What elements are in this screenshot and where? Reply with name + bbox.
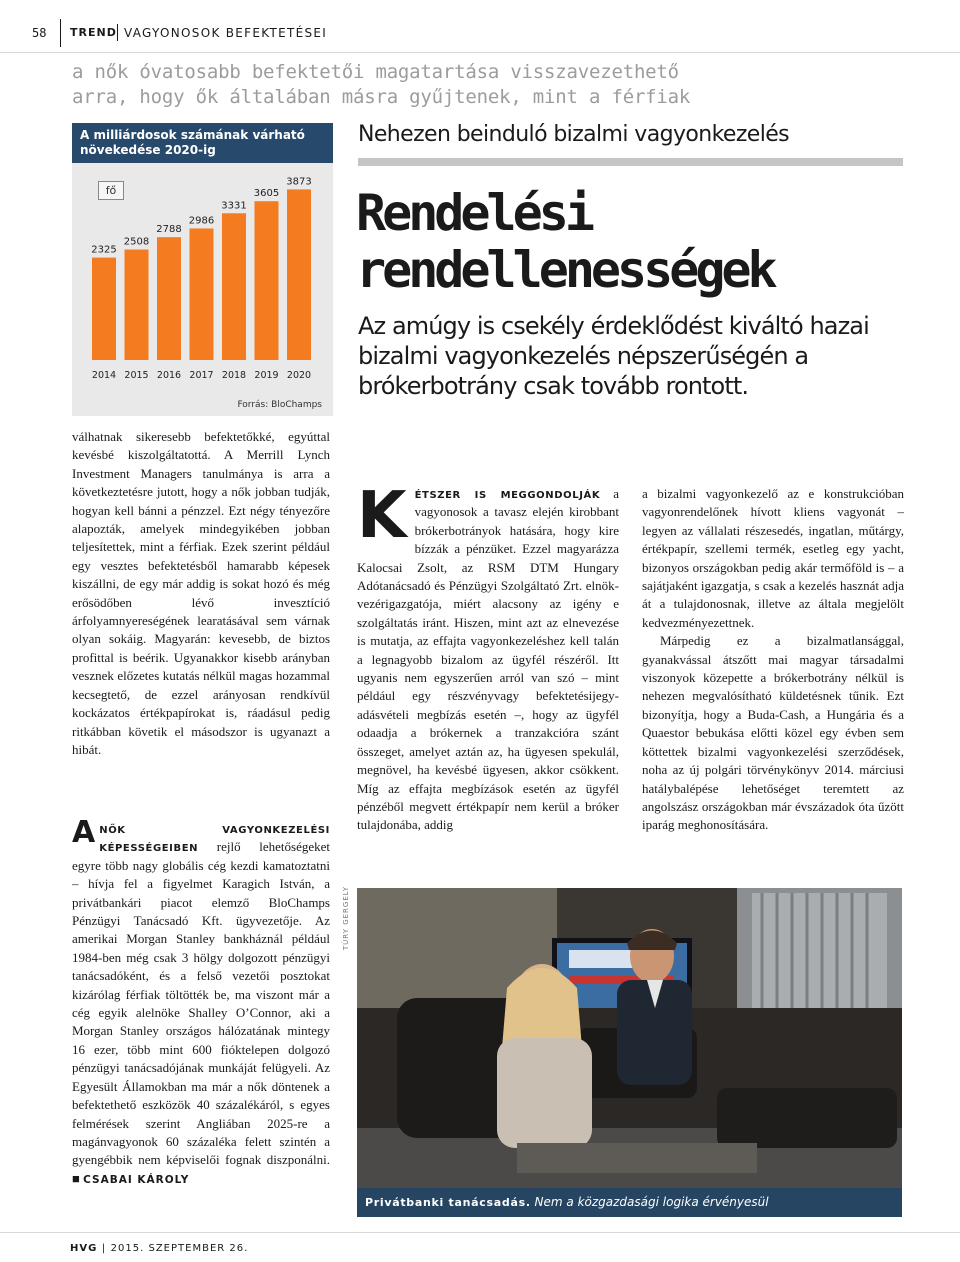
chart-bar-2015 — [125, 250, 149, 360]
page-number: 58 — [32, 26, 47, 40]
header-divider — [60, 19, 61, 47]
article-title — [356, 185, 916, 299]
chart-value-label: 2508 — [123, 236, 150, 248]
kicker-bar — [358, 158, 903, 166]
chart-value-label: 2325 — [91, 244, 117, 256]
lead-in-caps: NŐK VAGYONKEZELÉSI KÉPESSÉGEIBEN — [99, 825, 330, 855]
caption-title: Privátbanki tanácsadás. — [365, 1196, 531, 1209]
body-column-1 — [72, 428, 330, 759]
header-rule — [0, 52, 960, 53]
subsection-label: VAGYONOSOK BEFEKTETÉSEI — [124, 26, 328, 40]
chart-value-label: 2788 — [156, 224, 182, 236]
chart-title: A milliárdosok számának várható növekedése 2020-ig — [80, 128, 305, 157]
photo-caption — [357, 1188, 902, 1217]
chart-value-label: 3605 — [253, 188, 280, 200]
chart-bar-2018 — [222, 213, 246, 360]
chart-category-label: 2015 — [124, 370, 149, 381]
paragraph-text: rejlő lehetőségeket egyre több nagy globális cég kezdi kamatoztatni – hívja fel a figyelmet Karagich István, a privátbankári piacot elemző BloChamps Pénzügyi Tanácsadó Kft. ügyvezetője. Az amerikai Morgan Stanley bankháznál például 1984-ben még csak 3 hölgy dolgozott pénzügyi tanácsadóként, és a felső vezetői posztokat kizárólag férfiak töltötték be, ma viszont már a cég egyik alelnöke Shalley O’Connor, aki a Morgan Stanley országos hálózatának mintegy 16 ezer, több mint 600 fióktelepen dolgozó pénzügyi tanácsadójának munkáját felügyeli. Az Egyesült Államokban ma már a nők döntenek a befektethető eszközök 40 százalékáról, s egyes felmérések szerint Angliában 2025-re a magánvagyonok 60 százaléka felett szintén a gyengébbik nem képviselői fognak diszponálni. — [72, 839, 330, 1168]
footer-magazine: HVG — [70, 1243, 98, 1254]
photo-credit: TÚRY GERGELY — [342, 886, 350, 951]
section-label: TREND — [70, 26, 117, 39]
pull-quote: a nők óvatosabb befektetői magatartása visszavezethető arra, hogy ők általában másra gyűjtenek, mint a férfiak — [72, 61, 691, 108]
footer — [70, 1243, 248, 1254]
caption-text: Nem a közgazdasági logika érvényesül — [534, 1195, 769, 1209]
chart-category-label: 2017 — [189, 370, 214, 381]
body-column-3 — [642, 485, 904, 835]
chart-bar-2020 — [287, 189, 311, 360]
footer-date: 2015. SZEPTEMBER 26. — [110, 1243, 249, 1254]
chart-category-label: 2014 — [91, 370, 117, 381]
article-title-line-2: rendellenességek — [356, 241, 774, 299]
chart-bar-2019 — [255, 201, 279, 360]
body-paragraph — [72, 815, 330, 1188]
body-paragraph: Márpedig ez a bizalmatlansággal, gyanakvással átszőtt mai magyar társadalmi viszonyok közepette a brókerbotrány nélkül is nehezen megvalósítható küldetésnek tűnik. Ezt bizonyítja, hogy a Buda-Cash, a Hungária és a Quaestor bebukása előtti közel egy évben sem köttettek bizalmi vagyonkezelési szerződések, noha az új polgári törvénykönyv 2014. márciusi hatálybalépése lehetőséget teremtett az angolszász országokban már évszázadok óta űzött iparág meghonosítására. — [642, 633, 904, 833]
chart-bar-2014 — [92, 258, 116, 360]
body-paragraph — [357, 479, 619, 835]
chart-category-label: 2016 — [156, 370, 182, 381]
chart-source: Forrás: BloChamps — [237, 400, 322, 410]
chart-value-label: 3331 — [221, 200, 247, 212]
author-mark: ■ — [72, 1170, 80, 1186]
chart-bar-2016 — [157, 237, 181, 360]
photo-illustration — [357, 888, 902, 1188]
article-photo — [357, 888, 902, 1188]
chart-category-label: 2019 — [254, 370, 279, 381]
body-column-2 — [357, 479, 619, 835]
chart-value-label: 3873 — [286, 176, 312, 188]
chart-unit-label: fő — [98, 181, 124, 200]
chart-category-label: 2018 — [221, 370, 247, 381]
footer-rule — [0, 1232, 960, 1233]
chart-category-label: 2020 — [286, 370, 312, 381]
body-column-1-continued — [72, 815, 330, 1188]
body-paragraph: válhatnak sikeresebb befektetőkké, egyúttal kevésbé kiszolgáltatottá. A Merrill Lynch Investment Managers tanulmánya is arra a következtetésre jutott, hogy a nők jobban tudják, hogyan kell bánni a pénzzel. Ezt négy tényezőre alapozták, amelyek mindegyikében jobban teljesítettek, mint a férfiak. Ezek szerint például egy vesztes befektetésből hamarabb képesek kiszállni, de egy már addig is sokat hozó és még erősödőben lévő invesztíció árfolyamnyereségének learatásával sem várnak olyan sokáig. Magyarán: kevesebb, de biztos profittal is beérik. Ugyanakkor kisebb arányban vesznek előzetes kutatás nélkül magas hozammal kecsegtető, de ezzel arányosan rendkívül kockázatos értékpapírokat is, ráadásul pedig ritkábban követik el másodszor is ugyanazt a hibát. — [72, 429, 330, 757]
author-name: CSABAI KÁROLY — [83, 1173, 190, 1186]
drop-cap: K — [357, 479, 407, 553]
header-separator — [117, 24, 118, 41]
paragraph-text: a vagyonosok a tavasz elején kirobbant brókerbotrányok hatására, hogy kire bízzák a pénzüket. Ezzel magyarázza Kalocsai Zsolt, az RSM DTM Hungary Adótanácsadó és Pénzügyi Szolgáltató Zrt. elnök-vezérigazgatója, miért alacsony az igény e szolgáltatás iránt. Hiszen, mint azt az elnevezése is mutatja, az effajta vagyonkezeléshez kell talán a legnagyobb bizalom az ügyfél részéről. Itt ugyanis nem egyszerűen arról van szó – mint például egy részvényvagy befektetésijegy-adásvételi megbízás esetén –, hogy az ügyfél odaadja a brókernek a tranzakcióra szánt összeget, amelyet aztán az, ha ügyesen spekulál, megnövel, ha kevésbé ügyesen, akkor csökkent. Míg az effajta megbízások esetén az ügyfél pénzéből megvett értékpapír nem kerül a bróker tulajdonába, addig — [357, 486, 619, 833]
lead-in-caps: ÉTSZER IS MEGGONDOLJÁK — [414, 490, 601, 501]
footer-separator: | — [101, 1243, 107, 1254]
body-paragraph: a bizalmi vagyonkezelő az e konstrukcióban vagyonrendelőnek hívott kliens vagyonát – legyen az vállalati részesedés, ingatlan, műtárgy, értékpapír, szellemi termék, esetleg egy yacht, bizonyos országokban pedig akár termőföld is – a sajátjaként igazgatja, s csak a kezelés hasznát adja át a tulajdonosnak, illetve az általa megjelölt kedvezményezettnek. — [642, 486, 904, 630]
article-lead: Az amúgy is csekély érdeklődést kiváltó hazai bizalmi vagyonkezelés népszerűségén a brókerbotrány csak tovább rontott. — [358, 312, 869, 400]
chart-bar-2017 — [190, 228, 214, 360]
article-title-line-1: Rendelési — [356, 184, 591, 242]
article-kicker: Nehezen beinduló bizalmi vagyonkezelés — [358, 122, 790, 147]
chart-value-label: 2986 — [188, 215, 215, 227]
drop-cap: A — [72, 815, 96, 850]
